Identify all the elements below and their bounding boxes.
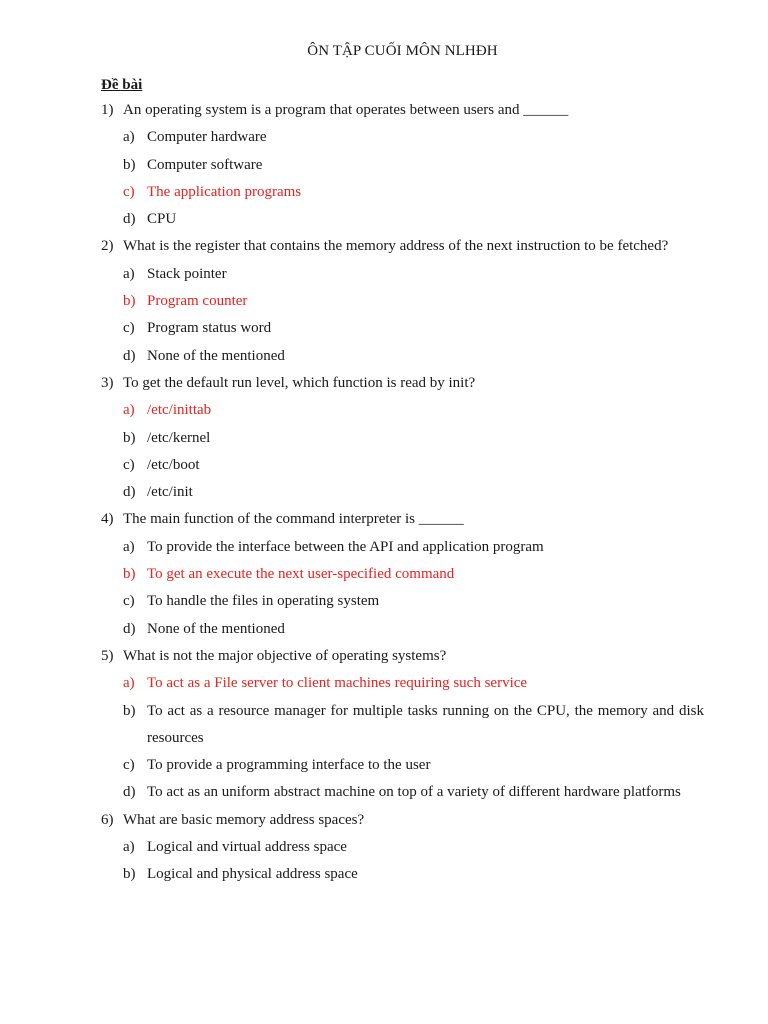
question-text: To get the default run level, which function is read by init? <box>123 374 476 391</box>
question-4 <box>101 506 704 533</box>
option-letter: a) <box>123 265 135 282</box>
section-heading: Đề bài <box>101 77 143 93</box>
question-number: 1) <box>101 102 114 118</box>
option-text: Program status word <box>147 320 272 337</box>
option-text: To get an execute the next user-specified command <box>147 566 455 583</box>
option-text: To handle the files in operating system <box>147 593 380 610</box>
option-text: CPU <box>147 211 177 228</box>
question-number: 5) <box>101 647 114 664</box>
option-letter: a) <box>123 129 135 146</box>
option-text: To provide the interface between the API and application program <box>147 538 544 555</box>
option-letter: b) <box>123 866 136 883</box>
question-1 <box>101 97 704 124</box>
option-text: /etc/boot <box>147 456 200 473</box>
option-2b <box>123 288 704 315</box>
option-letter: d) <box>123 347 136 364</box>
option-letter: c) <box>123 456 135 473</box>
option-1c <box>123 179 704 206</box>
option-text: To act as a resource manager for multiple tasks running on the CPU, the memory and disk resources <box>147 702 704 746</box>
option-letter: d) <box>123 784 136 801</box>
option-letter: a) <box>123 538 135 555</box>
question-text: What is the register that contains the memory address of the next instruction to be fetched? <box>123 238 669 255</box>
option-letter: c) <box>123 757 135 774</box>
option-letter: d) <box>123 620 136 637</box>
option-4c <box>123 588 704 615</box>
question-6 <box>101 807 704 834</box>
option-letter: a) <box>123 675 135 692</box>
option-letter: b) <box>123 566 136 583</box>
option-6a <box>123 834 704 861</box>
option-4a <box>123 534 704 561</box>
question-2 <box>101 233 704 260</box>
option-4b <box>123 561 704 588</box>
option-text: /etc/init <box>147 484 193 501</box>
option-3d <box>123 479 704 506</box>
option-text: Computer hardware <box>147 129 267 146</box>
option-text: Program counter <box>147 293 248 310</box>
question-5 <box>101 643 704 670</box>
option-3a <box>123 397 704 424</box>
question-number: 4) <box>101 511 114 528</box>
option-letter: b) <box>123 156 136 173</box>
option-text: None of the mentioned <box>147 620 285 637</box>
option-text: To act as an uniform abstract machine on top of a variety of different hardware platforms <box>147 784 681 801</box>
option-text: To provide a programming interface to the user <box>147 757 431 774</box>
option-5b <box>123 698 704 753</box>
option-text: Computer software <box>147 156 263 173</box>
option-text: /etc/inittab <box>147 402 212 419</box>
option-3c <box>123 452 704 479</box>
question-number: 2) <box>101 238 114 255</box>
option-letter: a) <box>123 839 135 856</box>
option-letter: b) <box>123 702 136 719</box>
option-2c <box>123 315 704 342</box>
question-number: 6) <box>101 811 114 828</box>
option-text: None of the mentioned <box>147 347 285 364</box>
option-letter: c) <box>123 593 135 610</box>
option-letter: d) <box>123 211 136 228</box>
option-text: Logical and virtual address space <box>147 839 347 856</box>
option-text: Logical and physical address space <box>147 866 358 883</box>
question-text: An operating system is a program that operates between users and ______ <box>123 102 569 118</box>
option-letter: c) <box>123 320 135 337</box>
option-letter: b) <box>123 293 136 310</box>
option-2d <box>123 343 704 370</box>
option-letter: b) <box>123 429 136 446</box>
question-number: 3) <box>101 374 114 391</box>
question-3 <box>101 370 704 397</box>
option-6b <box>123 861 704 888</box>
option-5c <box>123 752 704 779</box>
option-4d <box>123 616 704 643</box>
option-letter: d) <box>123 484 136 501</box>
question-text: The main function of the command interpreter is ______ <box>123 511 464 528</box>
option-1b <box>123 152 704 179</box>
document-title: ÔN TẬP CUỐI MÔN NLHĐH <box>307 43 498 59</box>
option-letter: c) <box>123 183 135 200</box>
option-3b <box>123 425 704 452</box>
option-2a <box>123 261 704 288</box>
question-text: What is not the major objective of operating systems? <box>123 647 447 664</box>
option-text: /etc/kernel <box>147 429 211 446</box>
option-text: The application programs <box>147 183 302 200</box>
option-5a <box>123 670 704 697</box>
question-text: What are basic memory address spaces? <box>123 811 365 828</box>
option-text: Stack pointer <box>147 265 227 282</box>
option-1d <box>123 206 704 233</box>
option-text: To act as a File server to client machines requiring such service <box>147 675 528 692</box>
option-letter: a) <box>123 402 135 419</box>
option-1a <box>123 124 704 151</box>
option-5d <box>123 779 704 806</box>
